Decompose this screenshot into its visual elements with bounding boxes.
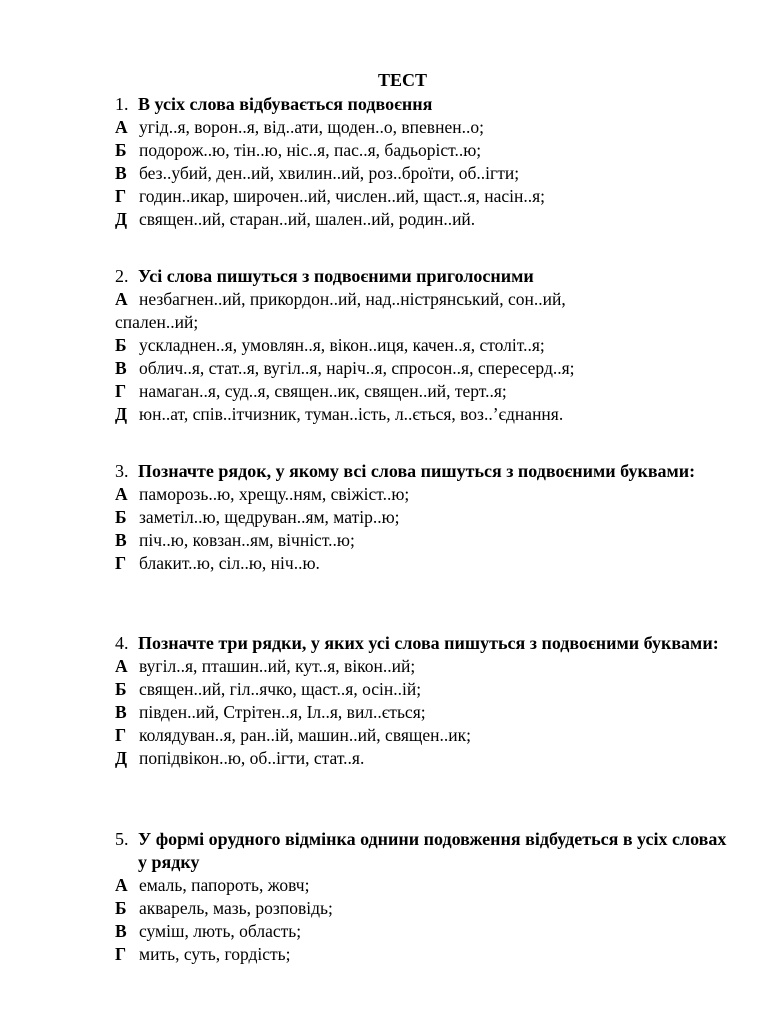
- question-header: [115, 93, 735, 116]
- option-letter: Г: [115, 944, 127, 964]
- option-b: [115, 897, 735, 920]
- question-number: 1.: [115, 94, 129, 114]
- option-text: незбагнен..ий, прикордон..ий, над..ністрянський, сон..ий,: [139, 289, 566, 309]
- option-letter: А: [115, 289, 128, 309]
- option-letter: А: [115, 875, 128, 895]
- option-d: [115, 747, 735, 770]
- option-letter: Г: [115, 381, 127, 401]
- option-v: [115, 701, 735, 724]
- option-text: колядуван..я, ран..ій, машин..ий, священ..ик;: [139, 725, 471, 745]
- question-text: У формі орудного відмінка однини подовження відбудеться в усіх словах у рядку: [138, 829, 727, 872]
- option-h: [115, 943, 735, 966]
- option-text: піч..ю, ковзан..ям, вічніст..ю;: [139, 530, 355, 550]
- option-text: священ..ий, старан..ий, шален..ий, родин..ий.: [139, 209, 476, 229]
- option-letter: Д: [115, 209, 128, 229]
- option-text: заметіл..ю, щедруван..ям, матір..ю;: [139, 507, 400, 527]
- question-header: [115, 632, 735, 655]
- option-letter: Б: [115, 335, 127, 355]
- option-b: [115, 678, 735, 701]
- option-a: [115, 655, 735, 678]
- question-2: [115, 265, 735, 426]
- option-text: юн..ат, спів..ітчизник, туман..ість, л..ється, воз..’єднання.: [139, 404, 564, 424]
- option-text: ускладнен..я, умовлян..я, вікон..иця, качен..я, століт..я;: [139, 335, 545, 355]
- option-text: подорож..ю, тін..ю, ніс..я, пас..я, бадьоріст..ю;: [139, 140, 482, 160]
- option-h: [115, 552, 735, 575]
- option-text: намаган..я, суд..я, священ..ик, священ..ий, терт..я;: [139, 381, 507, 401]
- question-5: [115, 828, 735, 966]
- question-number: 3.: [115, 461, 129, 481]
- option-h: [115, 380, 735, 403]
- option-a: [115, 288, 735, 311]
- option-letter: Г: [115, 186, 127, 206]
- option-letter: В: [115, 702, 127, 722]
- option-a: [115, 116, 735, 139]
- option-letter: Г: [115, 725, 127, 745]
- question-number: 5.: [115, 829, 129, 849]
- question-text: Усі слова пишуться з подвоєними приголосними: [138, 266, 534, 286]
- option-a-continuation: спален..ий;: [115, 312, 199, 332]
- question-text: В усіх слова відбувається подвоєння: [138, 94, 433, 114]
- option-letter: Б: [115, 898, 127, 918]
- question-4: [115, 632, 735, 770]
- option-letter: В: [115, 921, 127, 941]
- option-v: [115, 529, 735, 552]
- option-d: [115, 403, 735, 426]
- question-1: [115, 93, 735, 231]
- question-number: 4.: [115, 633, 129, 653]
- option-letter: Б: [115, 679, 127, 699]
- option-text: паморозь..ю, хрещу..ням, свіжіст..ю;: [139, 484, 410, 504]
- option-v: [115, 162, 735, 185]
- option-text: емаль, папороть, жовч;: [139, 875, 310, 895]
- option-letter: В: [115, 163, 127, 183]
- option-letter: Б: [115, 140, 127, 160]
- option-letter: В: [115, 358, 127, 378]
- option-d: [115, 208, 735, 231]
- option-letter: А: [115, 484, 128, 504]
- question-number: 2.: [115, 266, 129, 286]
- question-header: [115, 460, 735, 483]
- option-text: мить, суть, гордість;: [139, 944, 291, 964]
- option-b: [115, 139, 735, 162]
- question-text: Позначте три рядки, у яких усі слова пишуться з подвоєними буквами:: [138, 633, 719, 653]
- option-text: блакит..ю, сіл..ю, ніч..ю.: [139, 553, 320, 573]
- option-h: [115, 724, 735, 747]
- option-text: годин..икар, широчен..ий, числен..ий, щаст..я, насін..я;: [139, 186, 546, 206]
- question-text: Позначте рядок, у якому всі слова пишуться з подвоєними буквами:: [138, 461, 696, 481]
- option-text: вугіл..я, пташин..ий, кут..я, вікон..ий;: [139, 656, 416, 676]
- option-text: попідвікон..ю, об..ігти, стат..я.: [139, 748, 365, 768]
- option-letter: В: [115, 530, 127, 550]
- option-letter: Б: [115, 507, 127, 527]
- option-text: облич..я, стат..я, вугіл..я, наріч..я, спросон..я, спересерд..я;: [139, 358, 575, 378]
- option-b: [115, 506, 735, 529]
- option-v: [115, 357, 735, 380]
- option-letter: А: [115, 117, 128, 137]
- option-letter: Г: [115, 553, 127, 573]
- page-title: ТЕСТ: [377, 70, 428, 90]
- option-text: півден..ий, Стрітен..я, Іл..я, вил..ється;: [139, 702, 426, 722]
- option-text: угід..я, ворон..я, від..ати, щоден..о, впевнен..о;: [139, 117, 484, 137]
- option-text: священ..ий, гіл..ячко, щаст..я, осін..ій;: [139, 679, 422, 699]
- question-header: [115, 265, 735, 288]
- option-text: суміш, лють, область;: [139, 921, 302, 941]
- option-letter: Д: [115, 404, 128, 424]
- option-letter: Д: [115, 748, 128, 768]
- option-letter: А: [115, 656, 128, 676]
- question-header: [115, 828, 735, 874]
- option-a: [115, 874, 735, 897]
- option-a: [115, 483, 735, 506]
- option-b: [115, 334, 735, 357]
- question-3: [115, 460, 735, 575]
- option-h: [115, 185, 735, 208]
- option-text: акварель, мазь, розповідь;: [139, 898, 333, 918]
- option-text: без..убий, ден..ий, хвилин..ий, роз..броїти, об..ігти;: [139, 163, 520, 183]
- option-v: [115, 920, 735, 943]
